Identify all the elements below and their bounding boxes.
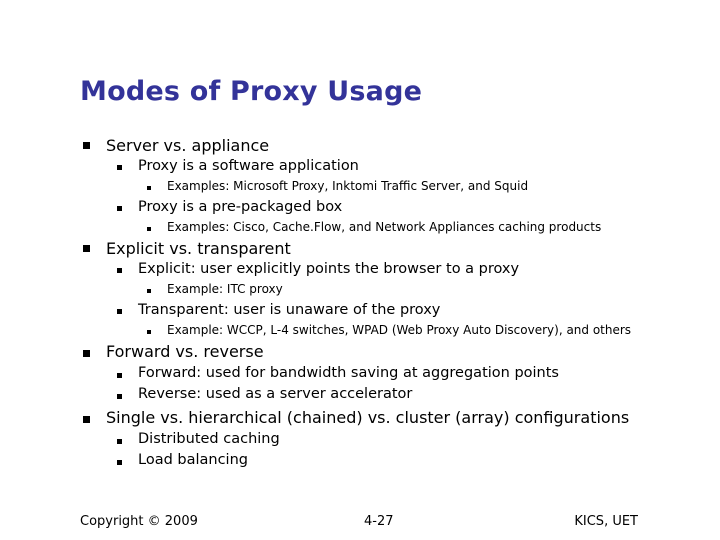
bullet-level3: Examples: Cisco, Cache.Flow, and Network Appliances caching products <box>167 220 602 234</box>
bullet-icon <box>147 227 151 231</box>
bullet-level2: Proxy is a pre-packaged box <box>138 199 343 215</box>
bullet-level3: Example: WCCP, L-4 switches, WPAD (Web Proxy Auto Discovery), and others <box>167 323 632 337</box>
bullet-level3: Example: ITC proxy <box>167 282 283 296</box>
bullet-level1: Server vs. appliance <box>106 136 270 155</box>
bullet-icon <box>83 245 90 252</box>
bullet-level1: Explicit vs. transparent <box>106 239 291 258</box>
bullet-level3: Examples: Microsoft Proxy, Inktomi Traffic Server, and Squid <box>167 179 529 193</box>
bullet-icon <box>117 439 122 444</box>
slide-title: Modes of Proxy Usage <box>80 76 423 107</box>
bullet-level1: Forward vs. reverse <box>106 342 264 361</box>
bullet-icon <box>83 142 90 149</box>
bullet-icon <box>117 309 122 314</box>
bullet-level2: Distributed caching <box>138 431 280 447</box>
bullet-icon <box>117 373 122 378</box>
bullet-icon <box>147 330 151 334</box>
bullet-level2: Reverse: used as a server accelerator <box>138 386 413 402</box>
footer-page-number: 4-27 <box>364 514 394 529</box>
bullet-icon <box>83 416 90 423</box>
bullet-level2: Transparent: user is unaware of the proxy <box>138 302 441 318</box>
bullet-level2: Forward: used for bandwidth saving at aggregation points <box>138 365 559 381</box>
bullet-icon <box>117 394 122 399</box>
bullet-icon <box>83 350 90 357</box>
bullet-level2: Load balancing <box>138 452 248 468</box>
bullet-level2: Explicit: user explicitly points the browser to a proxy <box>138 261 520 277</box>
footer-copyright: Copyright © 2009 <box>80 514 198 529</box>
bullet-level1: Single vs. hierarchical (chained) vs. cluster (array) configurations <box>106 408 630 427</box>
bullet-level2: Proxy is a software application <box>138 158 359 174</box>
bullet-icon <box>117 268 122 273</box>
footer-organization: KICS, UET <box>574 514 638 529</box>
bullet-icon <box>147 186 151 190</box>
bullet-icon <box>147 289 151 293</box>
bullet-icon <box>117 206 122 211</box>
bullet-icon <box>117 460 122 465</box>
bullet-icon <box>117 165 122 170</box>
